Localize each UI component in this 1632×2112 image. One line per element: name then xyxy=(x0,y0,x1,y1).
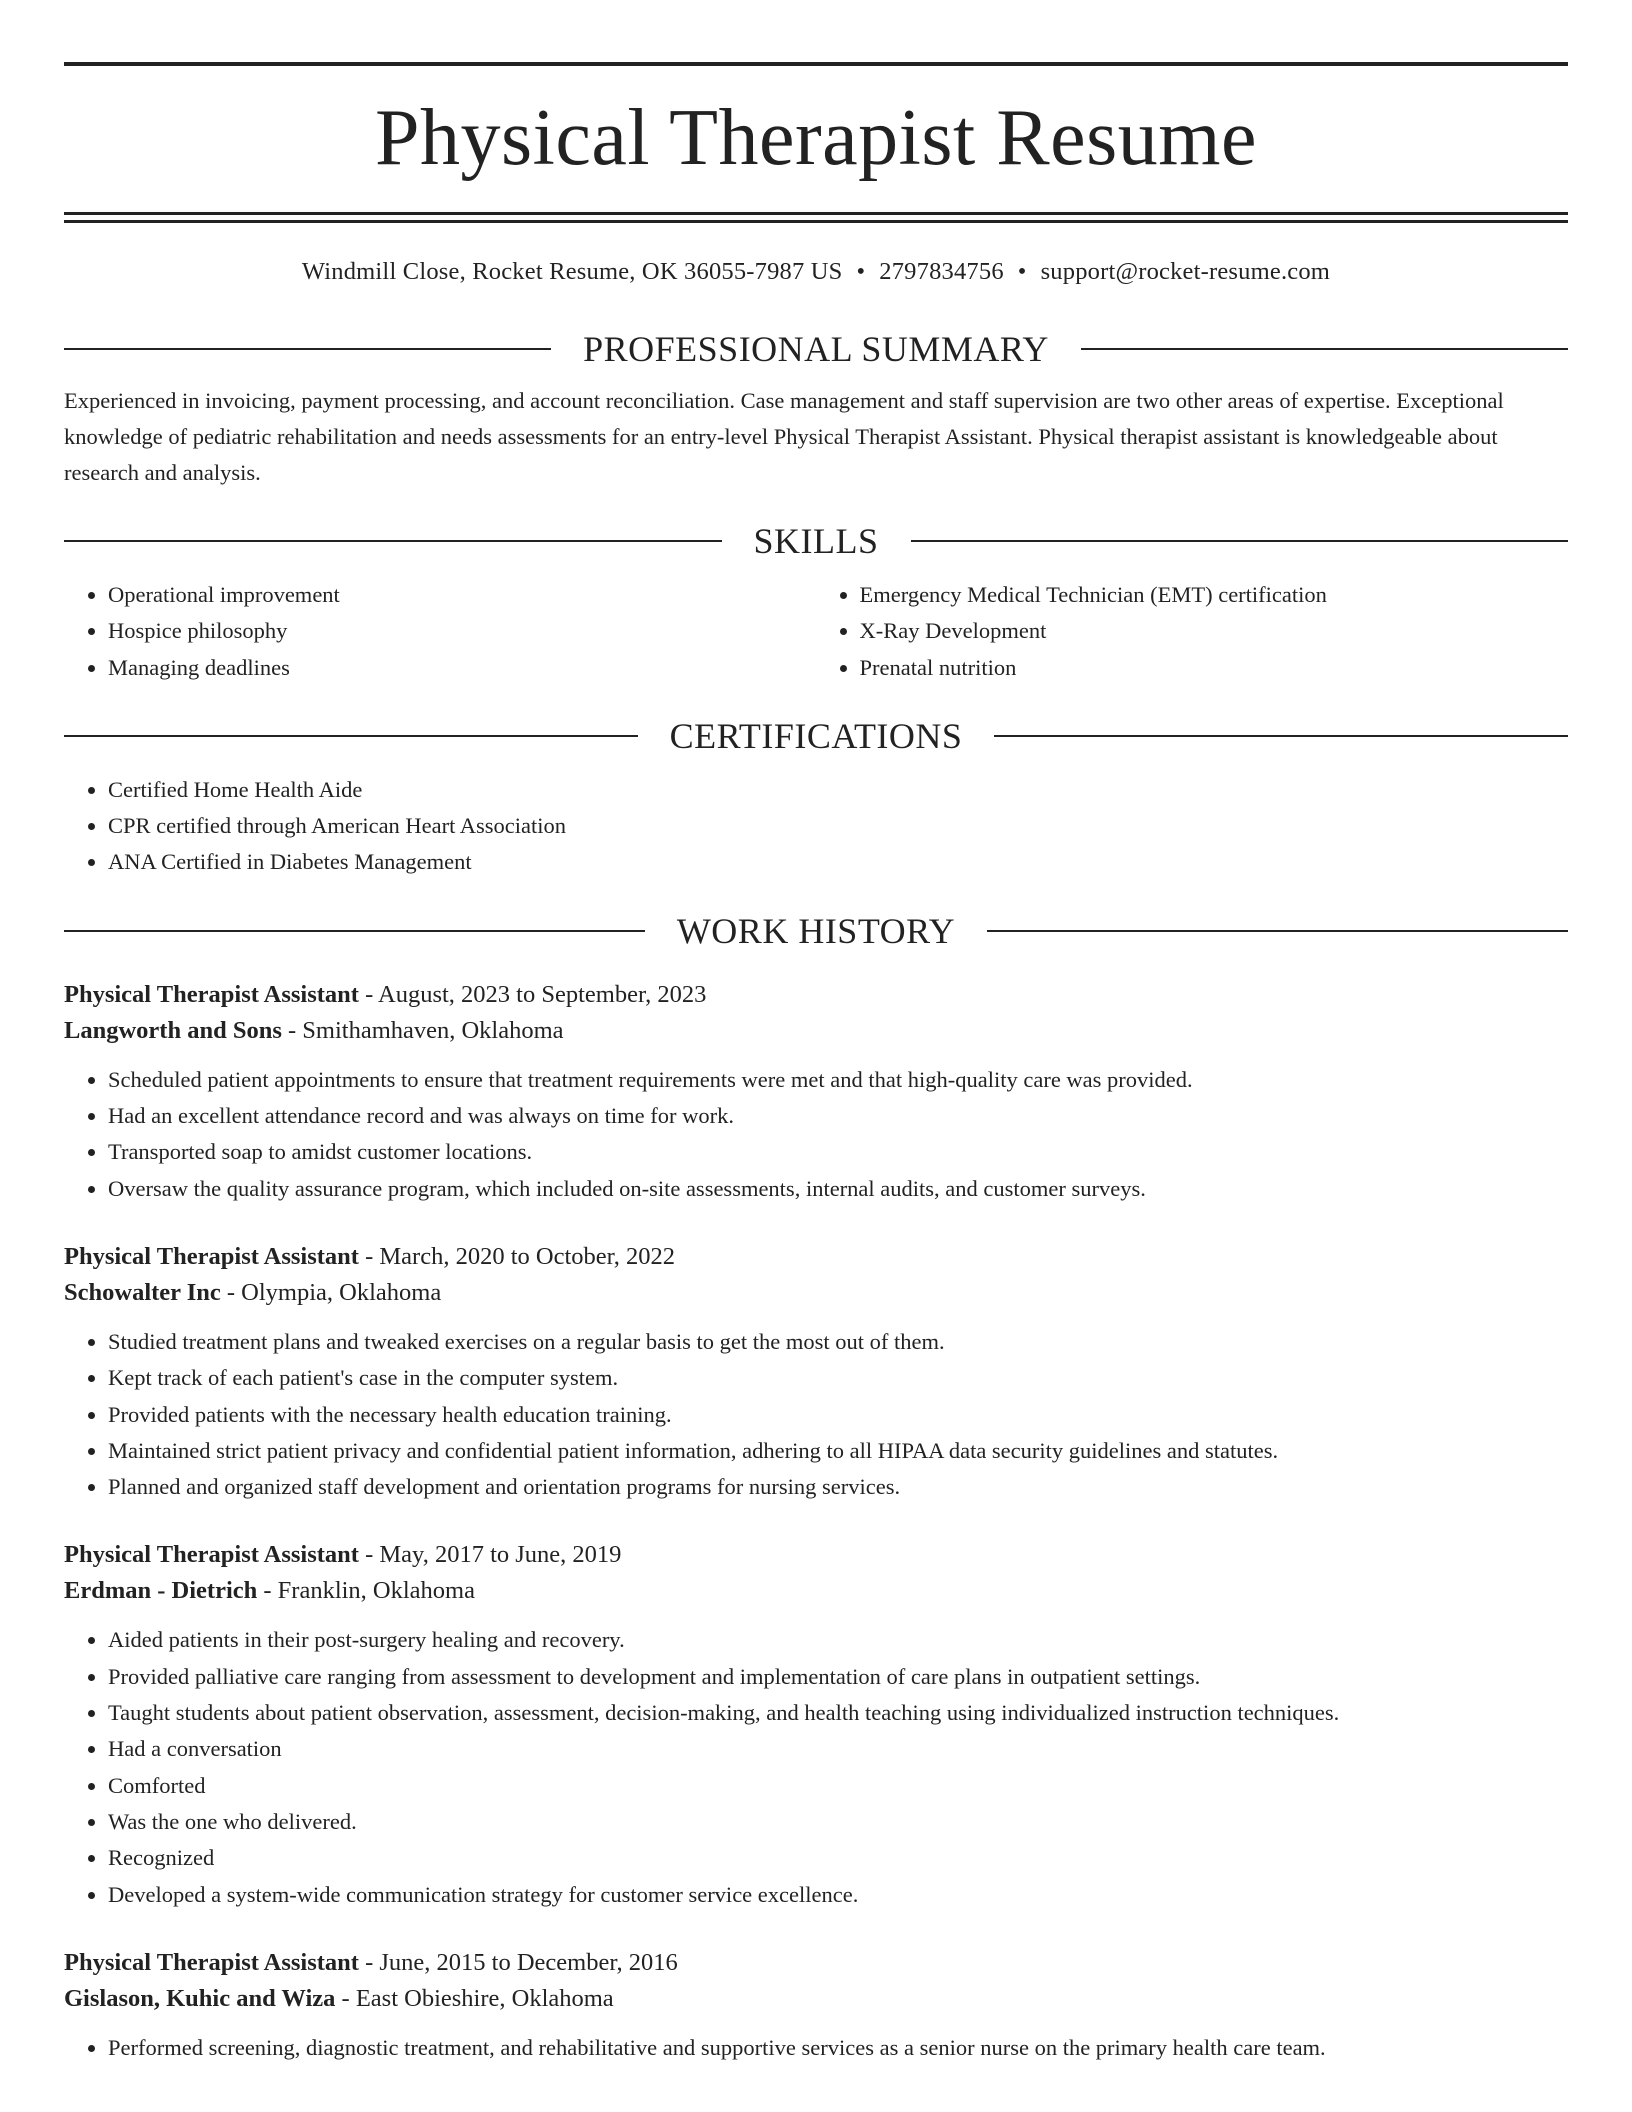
job-bullet: • Aided patients in their post-surgery healing and recovery. xyxy=(108,1622,1568,1658)
heading-rule xyxy=(994,735,1568,737)
job-title-line xyxy=(64,977,1568,1013)
top-rule xyxy=(64,62,1568,66)
job-company-line xyxy=(64,1573,1568,1609)
job-location: - Smithamhaven, Oklahoma xyxy=(281,1016,564,1044)
job-title-line xyxy=(64,1537,1568,1573)
job-dates: - March, 2020 to October, 2022 xyxy=(358,1242,676,1270)
job-location: - Olympia, Oklahoma xyxy=(220,1278,442,1306)
job-title: Physical Therapist Assistant xyxy=(64,1541,359,1569)
job-company: Erdman - Dietrich xyxy=(64,1577,258,1605)
job-title: Physical Therapist Assistant xyxy=(64,980,359,1008)
job-dates: - May, 2017 to June, 2019 xyxy=(358,1541,622,1569)
job-bullet: • Transported soap to amidst customer locations. xyxy=(108,1134,1568,1170)
skills-right-column xyxy=(817,577,1569,686)
skill-item: • Emergency Medical Technician (EMT) certification xyxy=(860,577,1569,613)
job-company: Langworth and Sons xyxy=(64,1016,282,1044)
contact-line xyxy=(64,257,1568,287)
job-company-line xyxy=(64,1275,1568,1311)
skills-list xyxy=(64,577,1568,686)
heading-rule xyxy=(987,930,1568,932)
job-title-line xyxy=(64,1945,1568,1981)
job-bullet: • Oversaw the quality assurance program, which included on-site assessments, internal audits, and customer surveys. xyxy=(108,1171,1568,1207)
skill-item: • Managing deadlines xyxy=(108,650,817,686)
job-company: Gislason, Kuhic and Wiza xyxy=(64,1984,336,2012)
job-bullet: • Comforted xyxy=(108,1768,1568,1804)
job-entry xyxy=(64,977,1568,1207)
job-dates: - June, 2015 to December, 2016 xyxy=(358,1948,678,1976)
page-title: Physical Therapist Resume xyxy=(375,94,1257,182)
skill-item: • X-Ray Development xyxy=(860,613,1569,649)
heading-rule xyxy=(64,348,551,350)
job-company-line xyxy=(64,1013,1568,1049)
contact-email: support@rocket-resume.com xyxy=(1040,258,1331,285)
job-bullets xyxy=(64,1622,1568,1912)
job-location: - East Obieshire, Oklahoma xyxy=(335,1984,614,2012)
job-bullet: • Developed a system-wide communication strategy for customer service excellence. xyxy=(108,1877,1568,1913)
heading-rule xyxy=(64,540,722,542)
job-bullets xyxy=(64,1324,1568,1505)
job-bullet: • Scheduled patient appointments to ensure that treatment requirements were met and that high-quality care was provided. xyxy=(108,1062,1568,1098)
job-location: - Franklin, Oklahoma xyxy=(257,1577,475,1605)
job-bullet: • Recognized xyxy=(108,1840,1568,1876)
certification-item: • Certified Home Health Aide xyxy=(108,772,1568,808)
job-title-line xyxy=(64,1239,1568,1275)
summary-heading-text: PROFESSIONAL SUMMARY xyxy=(583,329,1049,369)
job-bullet: • Had an excellent attendance record and was always on time for work. xyxy=(108,1098,1568,1134)
job-bullet: • Studied treatment plans and tweaked exercises on a regular basis to get the most out of them. xyxy=(108,1324,1568,1360)
job-bullet: • Had a conversation xyxy=(108,1731,1568,1767)
job-company-line xyxy=(64,1981,1568,2017)
skill-item: • Prenatal nutrition xyxy=(860,650,1569,686)
skill-item: • Hospice philosophy xyxy=(108,613,817,649)
work-history-heading-text: WORK HISTORY xyxy=(676,910,956,951)
job-entry xyxy=(64,1945,1568,2066)
job-bullets xyxy=(64,1062,1568,1207)
contact-separator: • xyxy=(1017,258,1027,285)
contact-separator: • xyxy=(856,258,866,285)
summary-text: Experienced in invoicing, payment processing, and account reconciliation. Case management and staff supervision are two other areas of expertise. Exceptional knowledge of pediatric rehabilitation and needs assessments for an entry-level Physical Therapist Assistant. Physical therapist assistant is knowledgeable about research and analysis. xyxy=(64,388,1504,485)
skills-heading-text: SKILLS xyxy=(753,521,879,561)
job-entry xyxy=(64,1537,1568,1912)
heading-rule xyxy=(1081,348,1568,350)
job-bullet: • Was the one who delivered. xyxy=(108,1804,1568,1840)
heading-rule xyxy=(64,930,645,932)
job-bullet: • Performed screening, diagnostic treatment, and rehabilitative and supportive services as a senior nurse on the primary health care team. xyxy=(108,2030,1568,2066)
summary-heading xyxy=(64,327,1568,371)
job-entry xyxy=(64,1239,1568,1505)
certification-item: • CPR certified through American Heart Association xyxy=(108,808,1568,844)
job-bullet: • Kept track of each patient's case in the computer system. xyxy=(108,1360,1568,1396)
certifications-heading-text: CERTIFICATIONS xyxy=(669,715,963,756)
certification-item: • ANA Certified in Diabetes Management xyxy=(108,844,1568,880)
heading-rule xyxy=(64,735,638,737)
job-dates: - August, 2023 to September, 2023 xyxy=(358,980,707,1008)
certifications-heading xyxy=(64,714,1568,758)
certifications-list xyxy=(64,772,1568,881)
skills-left-column xyxy=(64,577,817,686)
heading-rule xyxy=(911,540,1569,542)
skill-item: • Operational improvement xyxy=(108,577,817,613)
job-bullet: • Taught students about patient observation, assessment, decision-making, and health teaching using individualized instruction techniques. xyxy=(108,1695,1568,1731)
contact-phone: 2797834756 xyxy=(879,258,1004,285)
job-bullet: • Provided patients with the necessary health education training. xyxy=(108,1397,1568,1433)
job-bullet: • Planned and organized staff development and orientation programs for nursing services. xyxy=(108,1469,1568,1505)
job-bullet: • Provided palliative care ranging from assessment to development and implementation of care plans in outpatient settings. xyxy=(108,1659,1568,1695)
job-bullets xyxy=(64,2030,1568,2066)
job-title: Physical Therapist Assistant xyxy=(64,1242,359,1270)
contact-address: Windmill Close, Rocket Resume, OK 36055-7987 US xyxy=(301,258,843,285)
work-history-heading xyxy=(64,909,1568,953)
skills-heading xyxy=(64,519,1568,563)
job-bullet: • Maintained strict patient privacy and confidential patient information, adhering to all HIPAA data security guidelines and statutes. xyxy=(108,1433,1568,1469)
job-title: Physical Therapist Assistant xyxy=(64,1948,359,1976)
job-company: Schowalter Inc xyxy=(64,1278,221,1306)
title-double-rule xyxy=(64,212,1568,223)
